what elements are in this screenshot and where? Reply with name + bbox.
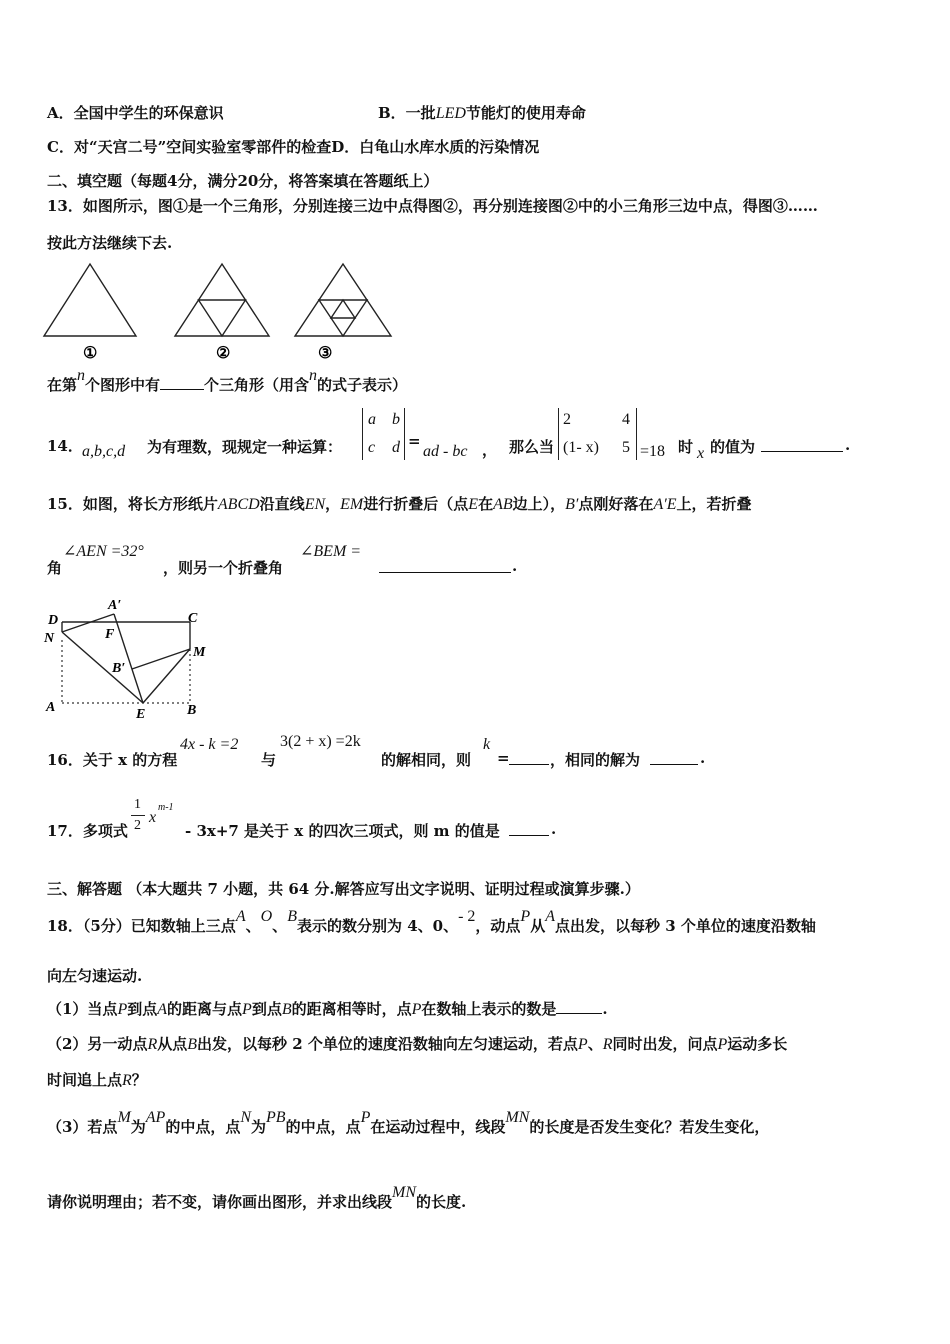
det-c: c [368, 439, 376, 456]
q15-line2-mid: ，则另一个折叠角 [163, 559, 284, 577]
q18-part1: （1）当点P到点A的距离与点P到点B的距离相等时，点P在数轴上表示的数是 . [47, 1000, 608, 1018]
q18-part3-line2: 请你说明理由；若不变，请你画出图形，并求出线段MN的长度. [47, 1184, 467, 1211]
q17-frac-den: 2 [134, 818, 141, 833]
q14-eq: = [408, 432, 421, 450]
q14-eq2: =18 [640, 443, 666, 460]
q17-exponent: m-1 [158, 802, 174, 813]
section-heading-solve: 三、解答题 （本大题共 7 小题，共 64 分.解答应写出文字说明、证明过程或演算步骤.） [47, 880, 640, 898]
q15-angle-bem: ∠BEM = [300, 543, 362, 560]
det2-a: 2 [563, 411, 571, 428]
option-d: D．白龟山水库水质的污染情况 [331, 138, 540, 156]
q18-part2-line1: （2）另一动点R从点B出发，以每秒 2 个单位的速度沿数轴向左匀速运动，若点P、R同时出发，问点P运动多长 [47, 1035, 788, 1053]
q17-end: . [551, 820, 557, 838]
q16-eq1: 4x - k =2 [180, 736, 239, 753]
q17-rest: - 3x+7 是关于 x 的四次三项式，则 m 的值是 [185, 822, 500, 840]
q16-mid2: ，相同的解为 [550, 751, 641, 769]
triangle-fig-2 [175, 264, 269, 336]
q14-answer-blank[interactable] [761, 437, 843, 452]
q18-part1-blank[interactable] [556, 999, 602, 1014]
fig-label-bp: B′ [112, 661, 126, 676]
q13-triangle-figures [40, 258, 280, 366]
q14-text4: 的值为 [710, 438, 756, 456]
fig-label-m: M [193, 645, 206, 660]
q16-end: . [700, 749, 706, 767]
section-heading-fill-in: 二、填空题（每题4分，满分20分，将答案填在答题纸上） [47, 172, 439, 190]
q15-answer-blank[interactable] [379, 558, 511, 573]
det-d: d [392, 439, 400, 456]
triangle-fig-1 [44, 264, 136, 336]
triangle-fig-3 [295, 264, 391, 336]
det-b: b [392, 411, 400, 428]
fig-label-d: D [48, 613, 59, 628]
fig-label-ap: A′ [108, 598, 122, 613]
q16-k: k [483, 736, 491, 753]
q18-line1: 18．（5分）已知数轴上三点A、O、B表示的数分别为 4、0、- 2，动点P从A点出发，以每秒 3 个单位的速度沿数轴 [47, 908, 816, 935]
fig-label-c: C [188, 611, 198, 626]
det-bar-left [362, 408, 363, 460]
q14-comma: ， [482, 441, 498, 459]
det2-bar-left [558, 408, 559, 460]
q18-part2-line2: 时间追上点R？ [47, 1071, 147, 1089]
fig-label-f: F [105, 627, 115, 642]
fig-label-e: E [136, 707, 146, 722]
q16-solution-blank[interactable] [650, 750, 698, 765]
q14-vars: a,b,c,d [82, 443, 126, 460]
fig-label-n: N [44, 631, 55, 646]
q17-frac-num: 1 [134, 797, 141, 812]
q14-num: 14． [47, 437, 83, 455]
q16-start: 16．关于 x 的方程 [47, 751, 178, 769]
fig-label-b: B [187, 703, 197, 718]
option-a: A．全国中学生的环保意识 [47, 104, 224, 122]
q17-start: 17．多项式 [47, 822, 128, 840]
q15-folding-figure [40, 596, 220, 722]
q14-x: x [697, 445, 705, 462]
q15-angle-aen: ∠AEN =32° [63, 543, 144, 560]
q15-line1: 15．如图，将长方形纸片ABCD沿直线EN，EM进行折叠后（点E在AB边上），B′点刚好落在A′E上，若折叠 [47, 495, 752, 513]
q13-text-line1: 13．如图所示，图①是一个三角形，分别连接三边中点得图②，再分别连接图②中的小三角形三边中点，得图③…… [47, 197, 818, 215]
q13-text-line2: 按此方法继续下去. [47, 234, 173, 252]
q16-k-blank[interactable] [509, 750, 549, 765]
det2-c: (1- x) [563, 439, 599, 456]
q14-result: ad - bc [423, 443, 468, 460]
q17-x: x [149, 809, 157, 826]
triangle-label-1: ① [83, 345, 98, 362]
q17-answer-blank[interactable] [509, 821, 549, 836]
q17-frac-bar [131, 815, 145, 816]
option-b: B．一批LED节能灯的使用寿命 [378, 104, 586, 122]
q14-text3: 时 [678, 438, 694, 456]
q18-part3-line1: （3）若点M为AP的中点，点N为PB的中点，点P在运动过程中，线段MN的长度是否发生变化？若发生变化， [47, 1109, 770, 1136]
q13-question: 在第n个图形中有 个三角形（用含n的式子表示） [47, 367, 408, 394]
q18-line2: 向左匀速运动. [47, 967, 143, 985]
q16-and: 与 [261, 751, 277, 769]
fig-label-a: A [46, 700, 56, 715]
det-bar-right [404, 408, 405, 460]
q16-eq2: 3(2 + x) =2k [280, 733, 361, 750]
q14-end: . [845, 436, 851, 454]
triangle-label-3: ③ [318, 345, 333, 362]
q14-text2: 那么当 [509, 438, 555, 456]
option-c: C．对“天宫二号”空间实验室零部件的检查 [47, 138, 332, 156]
det2-b: 4 [622, 411, 630, 428]
det2-bar-right [636, 408, 637, 460]
det-a: a [368, 411, 376, 428]
q16-mid: 的解相同，则 [381, 751, 472, 769]
det2-d: 5 [622, 439, 630, 456]
q15-line2-start: 角 [47, 559, 63, 577]
option-c-d [47, 137, 539, 157]
triangle-label-2: ② [216, 345, 231, 362]
q13-answer-blank[interactable] [160, 375, 204, 390]
q13-triangle-figure-3 [290, 258, 400, 366]
q16-eq-sign: = [497, 749, 510, 767]
q14-text1: 为有理数，现规定一种运算： [147, 438, 343, 456]
q15-end: . [512, 557, 518, 575]
